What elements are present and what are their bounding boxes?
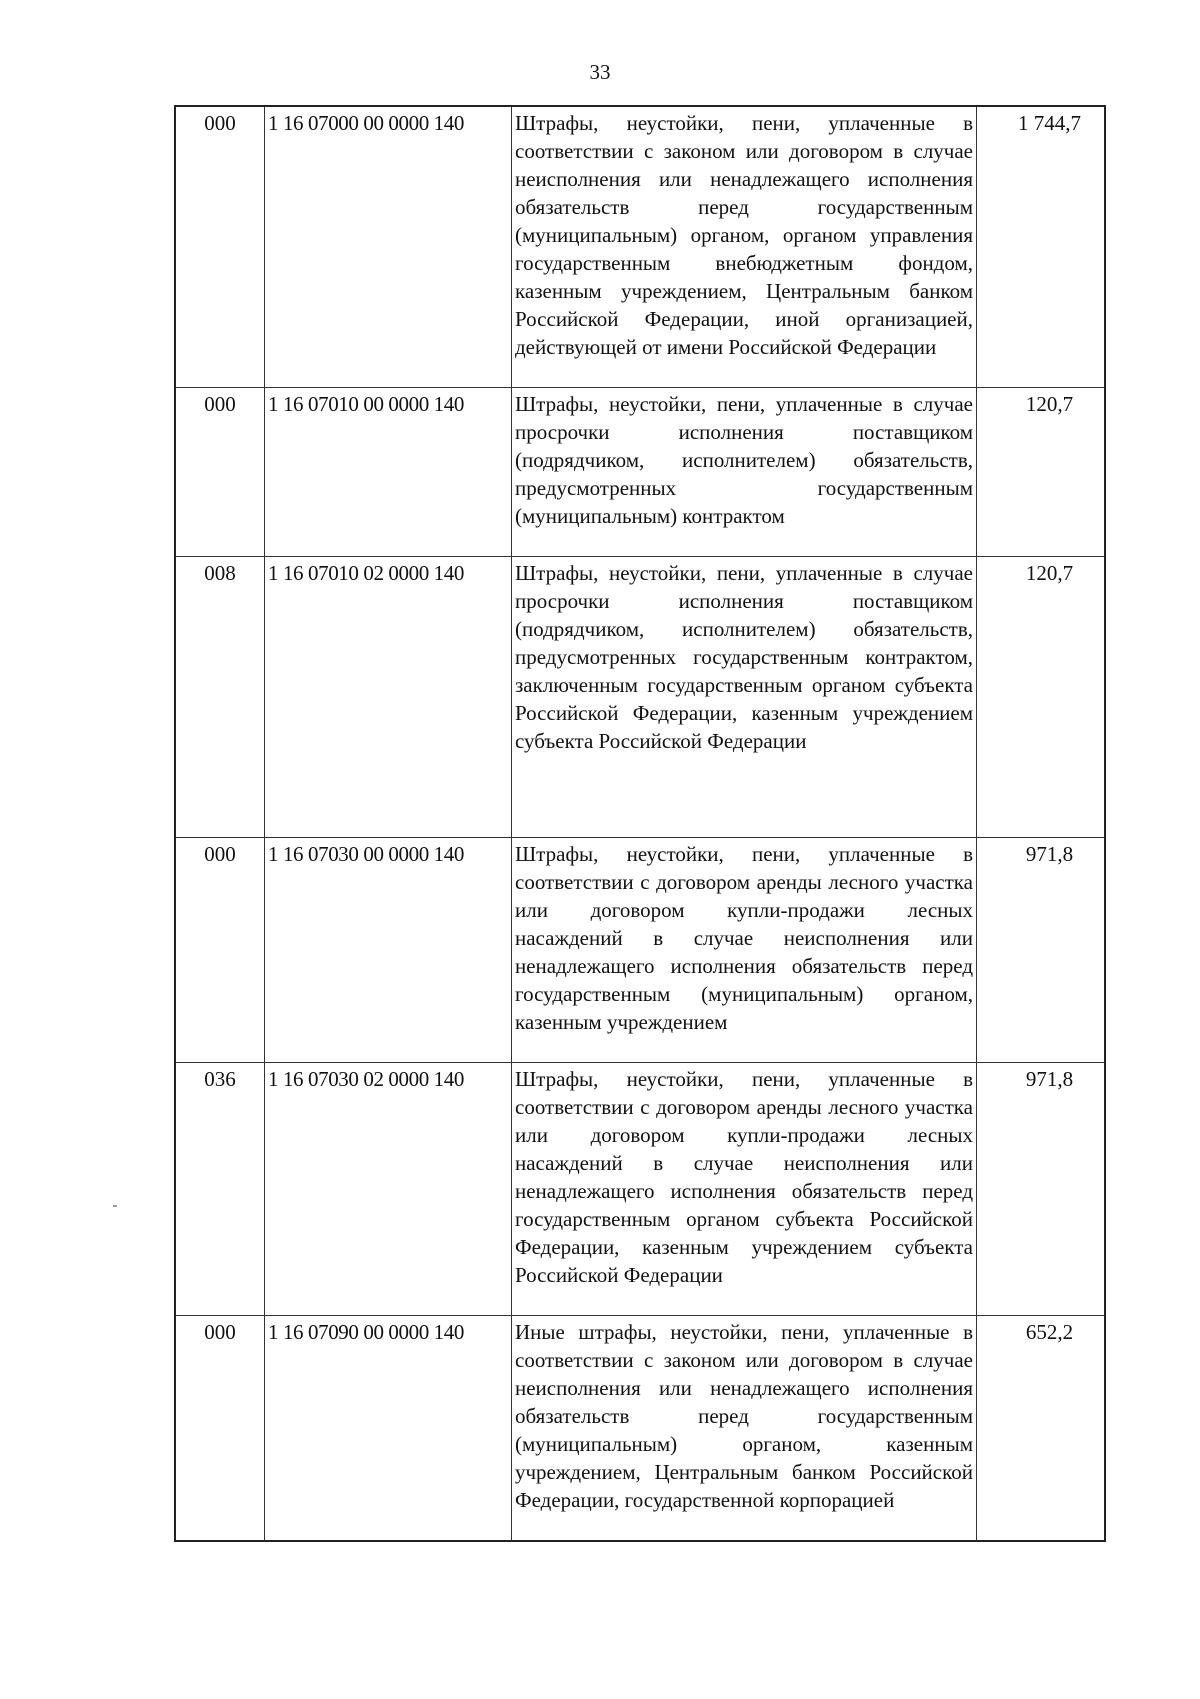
description-text: Штрафы, неустойки, пени, уплаченные в соответствии с законом или договором в случае неисполнения или ненадлежащего исполнения обязательств перед государственным (муниципальным) органом, органом управления государственным внебюджетным фондом, казенным учреждением, Центральным банком Российской Федерации, иной организацией, действующей от имени Российской Федерации	[515, 111, 973, 359]
admin-code-cell: 036	[175, 1063, 265, 1316]
amount-value: 971,8	[1025, 842, 1074, 866]
admin-code-cell: 000	[175, 1316, 265, 1542]
budget-code-cell: 1 16 07010 02 0000 140	[265, 557, 512, 838]
description-cell	[512, 1063, 977, 1316]
budget-code-cell: 1 16 07000 00 0000 140	[265, 106, 512, 388]
budget-code-cell: 1 16 07030 02 0000 140	[265, 1063, 512, 1316]
budget-code-cell: 1 16 07030 00 0000 140	[265, 838, 512, 1063]
amount-cell	[977, 1063, 1106, 1316]
description-cell	[512, 838, 977, 1063]
amount-cell	[977, 838, 1106, 1063]
budget-revenue-table	[174, 105, 1106, 1542]
admin-code-cell: 000	[175, 106, 265, 388]
admin-code-cell: 000	[175, 388, 265, 557]
description-text: Штрафы, неустойки, пени, уплаченные в соответствии с договором аренды лесного участка или договором купли-продажи лесных насаждений в случае неисполнения или ненадлежащего исполнения обязательств перед государственным органом субъекта Российской Федерации, казенным учреждением субъекта Российской Федерации	[515, 1067, 973, 1287]
admin-code-cell: 000	[175, 838, 265, 1063]
table-row	[175, 106, 1105, 388]
page-number: 33	[589, 60, 611, 84]
budget-code-cell: 1 16 07090 00 0000 140	[265, 1316, 512, 1542]
description-text: Иные штрафы, неустойки, пени, уплаченные в соответствии с законом или договором в случае неисполнения или ненадлежащего исполнения обязательств перед государственным (муниципальным) органом, казенным учреждением, Центральным банком Российской Федерации, государственной корпорацией	[515, 1320, 973, 1512]
table-row	[175, 388, 1105, 557]
description-text: Штрафы, неустойки, пени, уплаченные в случае просрочки исполнения поставщиком (подрядчиком, исполнителем) обязательств, предусмотренных государственным контрактом, заключенным государственным органом субъекта Российской Федерации, казенным учреждением субъекта Российской Федерации	[515, 561, 973, 753]
amount-value: 971,8	[1025, 1067, 1074, 1091]
description-cell	[512, 106, 977, 388]
admin-code-cell: 008	[175, 557, 265, 838]
description-text: Штрафы, неустойки, пени, уплаченные в соответствии с договором аренды лесного участка или договором купли-продажи лесных насаждений в случае неисполнения или ненадлежащего исполнения обязательств перед государственным (муниципальным) органом, казенным учреждением	[515, 842, 973, 1034]
scan-speck	[113, 1205, 117, 1207]
description-cell	[512, 557, 977, 838]
amount-value: 120,7	[1025, 392, 1074, 416]
amount-value: 652,2	[1025, 1320, 1074, 1344]
table-row	[175, 1063, 1105, 1316]
table-row	[175, 1316, 1105, 1542]
table-row	[175, 838, 1105, 1063]
description-cell	[512, 1316, 977, 1542]
budget-table-container	[174, 105, 1106, 1542]
amount-value: 1 744,7	[1018, 111, 1081, 135]
budget-code-cell: 1 16 07010 00 0000 140	[265, 388, 512, 557]
amount-value: 120,7	[1025, 561, 1074, 585]
amount-cell	[977, 388, 1106, 557]
amount-cell	[977, 1316, 1106, 1542]
description-cell	[512, 388, 977, 557]
amount-cell	[977, 106, 1106, 388]
amount-cell	[977, 557, 1106, 838]
description-text: Штрафы, неустойки, пени, уплаченные в случае просрочки исполнения поставщиком (подрядчиком, исполнителем) обязательств, предусмотренных государственным (муниципальным) контрактом	[515, 392, 973, 528]
table-row	[175, 557, 1105, 838]
